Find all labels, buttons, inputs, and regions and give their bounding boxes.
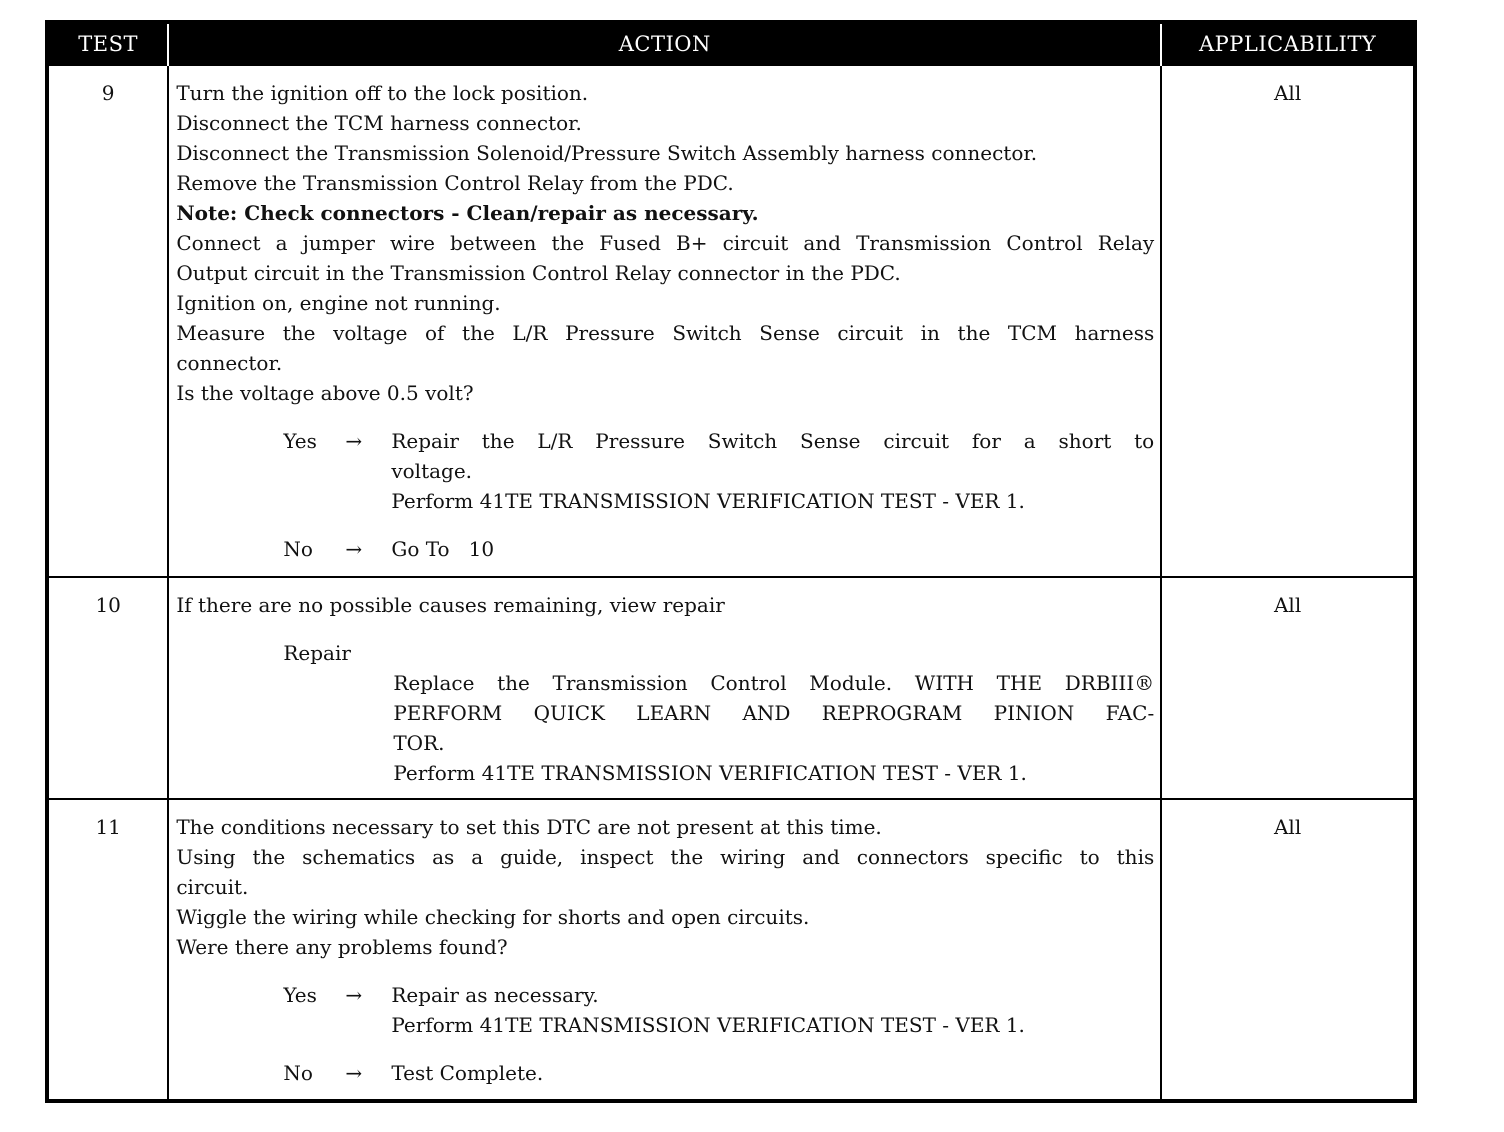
action-line: circuit.: [176, 875, 249, 899]
action-line: Ignition on, engine not running.: [176, 291, 501, 315]
repair-block: [283, 638, 1154, 788]
note-line: Note: Check connectors - Clean/repair as necessary.: [176, 201, 759, 225]
no-label: No: [283, 537, 313, 561]
test-number: 9: [47, 65, 168, 577]
no-label: No: [283, 1061, 313, 1085]
repair-line: Replace the Transmission Control Module. WITH THE DRBIII®: [393, 671, 1155, 695]
action-line: Wiggle the wiring while checking for shorts and open circuits.: [176, 905, 810, 929]
test-number: 10: [47, 577, 168, 799]
repair-instructions: [393, 668, 1154, 788]
applicability-value: All: [1161, 577, 1415, 799]
table-row-test-11: [47, 799, 1415, 1101]
arrow-icon: →: [345, 537, 363, 561]
action-cell: [168, 65, 1161, 577]
table-row-test-10: [47, 577, 1415, 799]
repair-line: TOR.: [393, 731, 445, 755]
diagnostic-test-table: [45, 20, 1417, 1103]
action-line: Disconnect the TCM harness connector.: [176, 111, 582, 135]
yes-response: [283, 426, 1154, 516]
action-line: connector.: [176, 351, 283, 375]
applicability-value: All: [1161, 65, 1415, 577]
column-header-action: ACTION: [168, 22, 1161, 65]
question-line: Were there any problems found?: [176, 935, 508, 959]
arrow-icon: →: [345, 1061, 363, 1085]
column-header-applicability: APPLICABILITY: [1161, 22, 1415, 65]
table-row-test-9: [47, 65, 1415, 577]
action-line: Output circuit in the Transmission Control Relay connector in the PDC.: [176, 261, 901, 285]
question-line: Is the voltage above 0.5 volt?: [176, 381, 474, 405]
no-instruction: Test Complete.: [391, 1061, 544, 1085]
yes-instructions: [391, 426, 1154, 516]
action-line: Turn the ignition off to the lock position.: [176, 81, 589, 105]
yes-label: Yes: [283, 983, 317, 1007]
no-response: [283, 534, 1154, 564]
no-response: [283, 1058, 1154, 1088]
action-cell: [168, 799, 1161, 1101]
arrow-icon: →: [345, 429, 363, 453]
repair-label: Repair: [283, 641, 351, 665]
response-line: Repair as necessary.: [391, 983, 599, 1007]
action-line: Measure the voltage of the L/R Pressure Switch Sense circuit in the TCM harness: [176, 321, 1155, 345]
response-line: Perform 41TE TRANSMISSION VERIFICATION TEST - VER 1.: [391, 489, 1025, 513]
yes-label: Yes: [283, 429, 317, 453]
action-line: Connect a jumper wire between the Fused B+ circuit and Transmission Control Relay: [176, 231, 1155, 255]
action-line: Remove the Transmission Control Relay from the PDC.: [176, 171, 734, 195]
table-header-row: [47, 22, 1415, 65]
repair-line: PERFORM QUICK LEARN AND REPROGRAM PINION FAC-: [393, 701, 1155, 725]
column-header-test: TEST: [47, 22, 168, 65]
test-number: 11: [47, 799, 168, 1101]
response-line: voltage.: [391, 459, 473, 483]
response-line: Repair the L/R Pressure Switch Sense circuit for a short to: [391, 429, 1155, 453]
no-instruction: Go To 10: [391, 537, 495, 561]
response-line: Perform 41TE TRANSMISSION VERIFICATION TEST - VER 1.: [391, 1013, 1025, 1037]
repair-line: Perform 41TE TRANSMISSION VERIFICATION TEST - VER 1.: [393, 761, 1027, 785]
arrow-icon: →: [345, 983, 363, 1007]
action-cell: [168, 577, 1161, 799]
yes-instructions: [391, 980, 1154, 1040]
yes-response: [283, 980, 1154, 1040]
applicability-value: All: [1161, 799, 1415, 1101]
action-line: Disconnect the Transmission Solenoid/Pressure Switch Assembly harness connector.: [176, 141, 1038, 165]
action-line: Using the schematics as a guide, inspect the wiring and connectors specific to this: [176, 845, 1155, 869]
action-line: The conditions necessary to set this DTC are not present at this time.: [176, 815, 882, 839]
action-line: If there are no possible causes remaining, view repair: [176, 593, 725, 617]
